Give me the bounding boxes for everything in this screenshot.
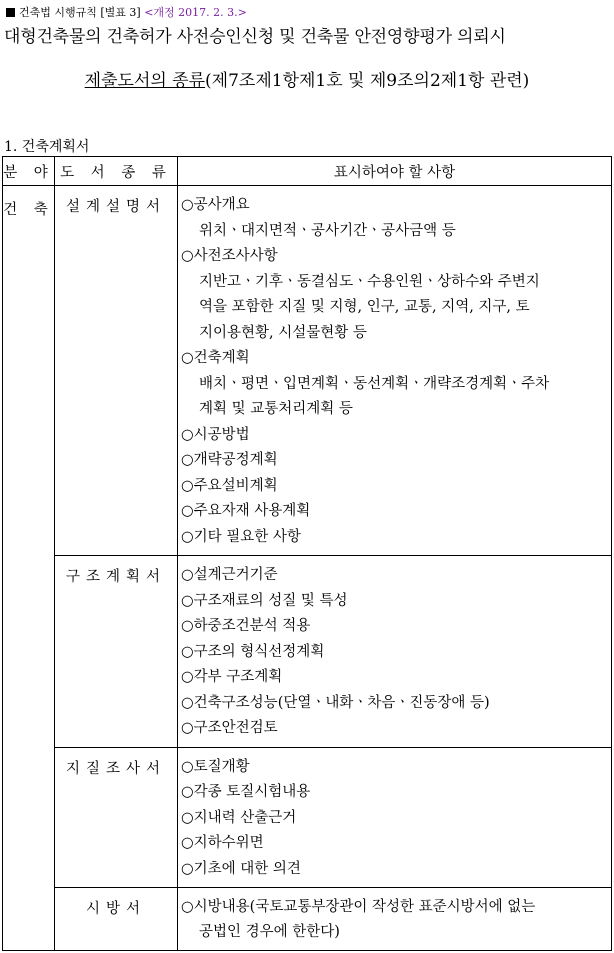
- contents-cell: [178, 747, 612, 887]
- doc-type-cell: 지질조사서: [55, 747, 178, 887]
- list-item-detail: 지이용현황, 시설물현황 등: [199, 324, 367, 341]
- list-item: ○주요자재 사용계획: [181, 503, 311, 519]
- revision-date: <개정 2017. 2. 3.>: [144, 6, 247, 19]
- doc-type-cell: 설계설명서: [55, 186, 178, 556]
- list-item: ○공사개요: [181, 197, 250, 213]
- header-contents: 표시하여야 할 사항: [178, 157, 612, 186]
- list-item: ○기초에 대한 의견: [181, 860, 301, 877]
- contents-cell: [178, 556, 612, 747]
- table-row: [3, 887, 612, 950]
- list-item: ○사전조사사항: [181, 248, 278, 264]
- black-square-icon: [6, 8, 15, 17]
- header-line: [6, 4, 247, 20]
- doc-type-cell: 구조계획서: [55, 556, 178, 747]
- list-item-detail: 공법인 경우에 한한다): [199, 924, 340, 941]
- list-item: ○설계근거기준: [181, 567, 278, 584]
- contents-cell: [178, 887, 612, 950]
- list-item-detail: 역을 포함한 지질 및 지형, 인구, 교통, 지역, 지구, 토: [199, 299, 530, 315]
- list-item: ○건축계획: [181, 350, 250, 366]
- list-item: ○각종 토질시험내용: [181, 784, 311, 801]
- list-item-detail: 위치ㆍ대지면적ㆍ공사기간ㆍ공사금액 등: [199, 222, 456, 239]
- list-item: ○시공방법: [181, 426, 250, 443]
- list-item: ○구조재료의 성질 및 특성: [181, 592, 348, 609]
- document-title-line2: [0, 66, 614, 91]
- table-row: [3, 186, 612, 556]
- list-item: ○주요설비계획: [181, 477, 278, 494]
- list-item: ○구조안전검토: [181, 720, 278, 737]
- list-item: ○각부 구조계획: [181, 669, 283, 686]
- list-item: ○시방내용(국토교통부장관이 작성한 표준시방서에 없는: [181, 898, 536, 915]
- header-field: 분 야: [3, 157, 55, 186]
- list-item: ○지하수위면: [181, 835, 264, 852]
- law-reference: 건축법 시행규칙 [별표 3]: [19, 6, 141, 19]
- table-row: [3, 747, 612, 887]
- list-item: ○토질개황: [181, 758, 250, 775]
- list-item: ○지내력 산출근거: [181, 809, 297, 826]
- list-item: ○하중조건분석 적용: [181, 618, 311, 635]
- title-reference-part: (제7조제1항제1호 및 제9조의2제1항 관련): [205, 71, 530, 91]
- header-doc-type: 도 서 종 류: [55, 157, 178, 186]
- list-item: ○구조의 형식선정계획: [181, 643, 325, 660]
- list-item-detail: 배치ㆍ평면ㆍ입면계획ㆍ동선계획ㆍ개략조경계획ㆍ주차: [199, 375, 550, 392]
- title-underlined-part: 제출도서의 종류: [84, 71, 206, 91]
- table-header-row: [3, 157, 612, 186]
- document-title-line1: 대형건축물의 건축허가 사전승인신청 및 건축물 안전영향평가 의뢰시: [4, 27, 506, 47]
- table-row: [3, 556, 612, 747]
- list-item: ○기타 필요한 사항: [181, 528, 301, 545]
- list-item: ○건축구조성능(단열ㆍ내화ㆍ차음ㆍ진동장애 등): [181, 694, 490, 711]
- contents-cell: [178, 186, 612, 556]
- section-heading: 1. 건축계획서: [4, 139, 90, 155]
- doc-type-cell: 시방서: [55, 887, 178, 950]
- documents-table: [2, 156, 612, 951]
- field-cell: 건 축: [3, 186, 55, 951]
- list-item-detail: 지반고ㆍ기후ㆍ동결심도ㆍ수용인원ㆍ상하수와 주변지: [199, 273, 540, 290]
- list-item: ○개략공정계획: [181, 452, 278, 468]
- list-item-detail: 계획 및 교통처리계획 등: [199, 401, 353, 417]
